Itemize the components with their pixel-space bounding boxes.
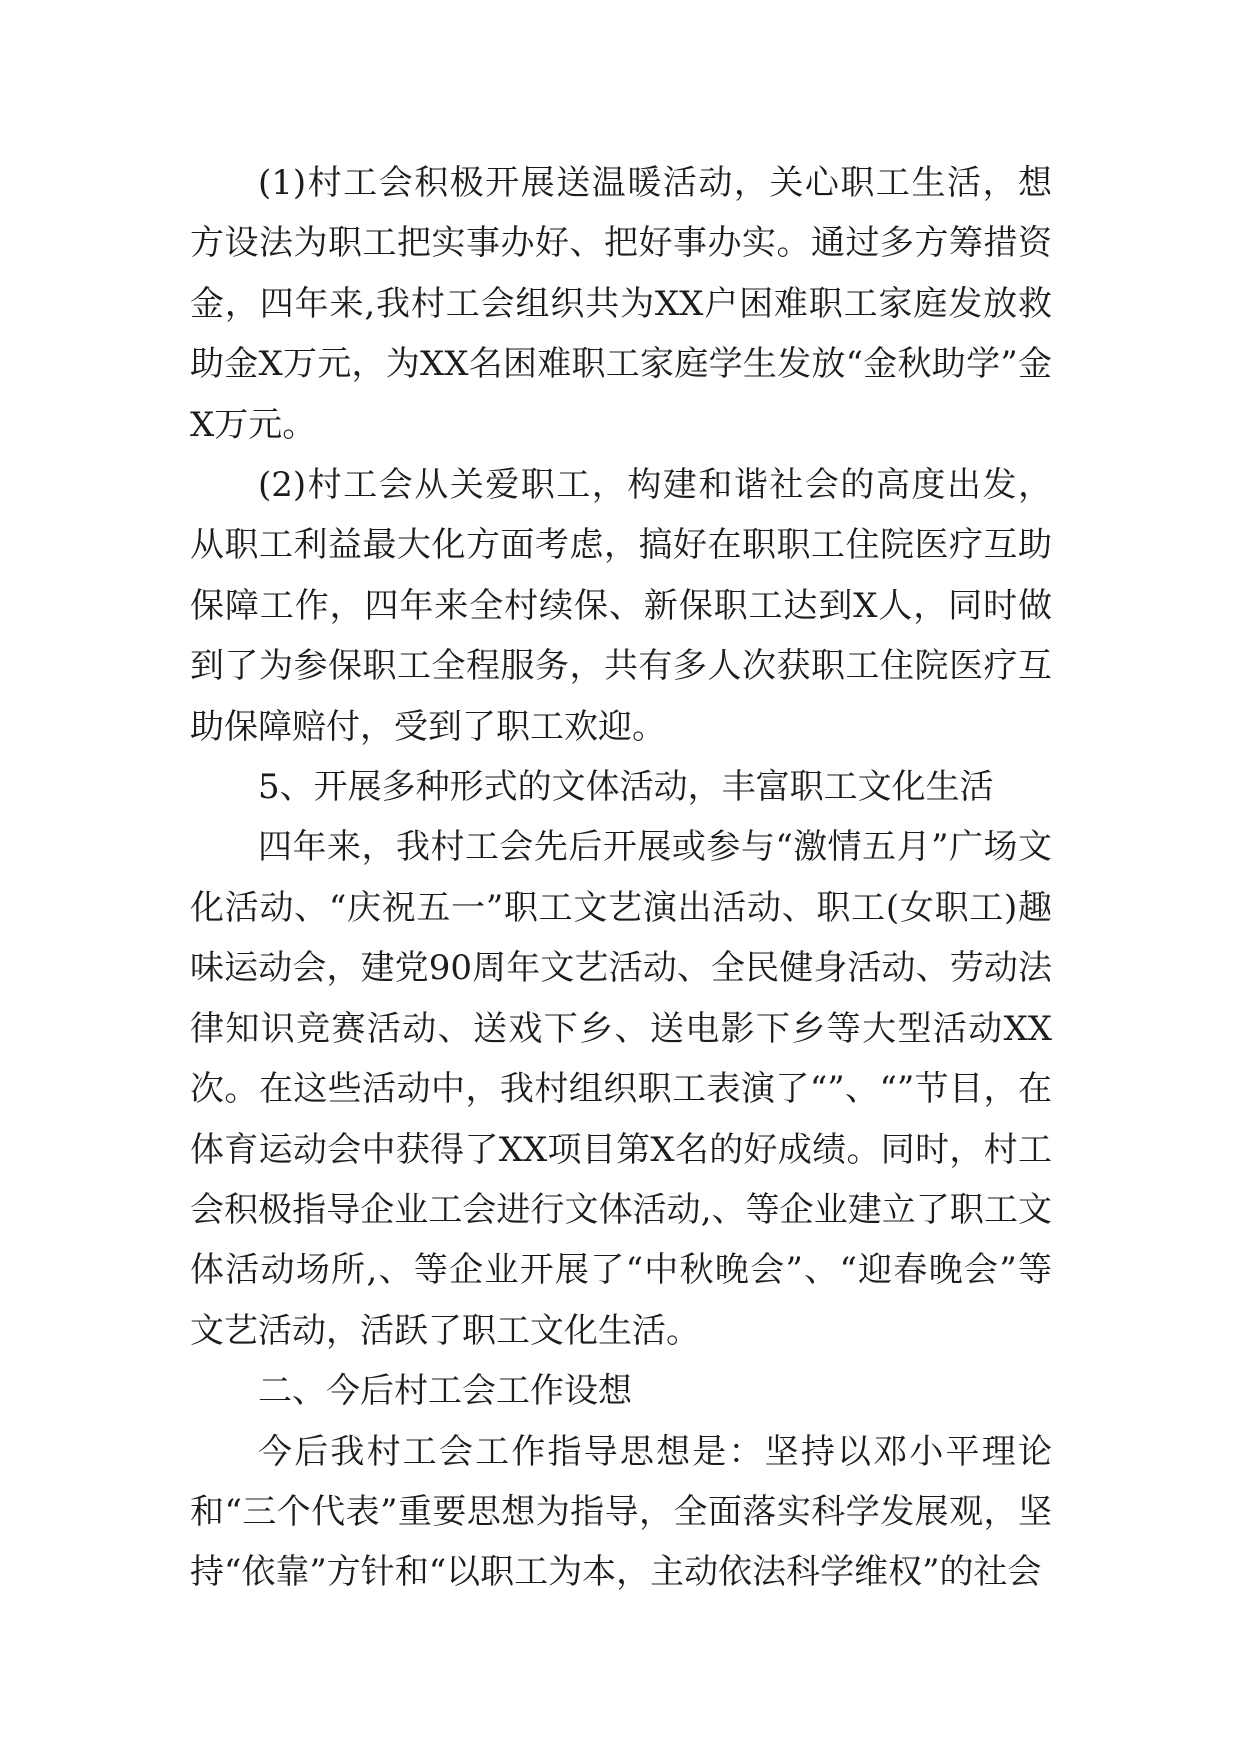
section-heading-cultural-activities: 5、开展多种形式的文体活动，丰富职工文化生活 [258,767,994,808]
paragraph-cultural-activities: 四年来，我村工会先后开展或参与“激情五月”广场文化活动、“庆祝五一”职工文艺演出活动、职工(女职工)趣味运动会，建党90周年文艺活动、全民健身活动、劳动法律知识竞赛活动、送戏下乡、送电影下乡等大型活动XX次。在这些活动中，我村组织职工表演了“”、“”节目，在体育运动会中获得了XX项目第X名的好成绩。同时，村工会积极指导企业工会进行文体活动,、等企业建立了职工文体活动场所,、等企业开展了“中秋晚会”、“迎春晚会”等文艺活动，活跃了职工文化生活。 [190,827,1052,1351]
section-heading-future-plans: 二、今后村工会工作设想 [258,1371,632,1412]
paragraph-medical-insurance: (2)村工会从关爱职工，构建和谐社会的高度出发，从职工利益最大化方面考虑，搞好在职职工住院医疗互助保障工作，四年来全村续保、新保职工达到X人，同时做到了为参保职工全程服务，共有多人次获职工住院医疗互助保障赔付，受到了职工欢迎。 [190,465,1052,747]
paragraph-guiding-ideology: 今后我村工会工作指导思想是：坚持以邓小平理论和“三个代表”重要思想为指导，全面落实科学发展观，坚持“依靠”方针和“以职工为本，主动依法科学维权”的社会 [190,1431,1052,1593]
document-body [190,153,1052,1603]
paragraph-relief-fund: (1)村工会积极开展送温暖活动，关心职工生活，想方设法为职工把实事办好、把好事办实。通过多方筹措资金，四年来,我村工会组织共为XX户困难职工家庭发放救助金X万元，为XX名困难职工家庭学生发放“金秋助学”金X万元。 [190,163,1052,445]
